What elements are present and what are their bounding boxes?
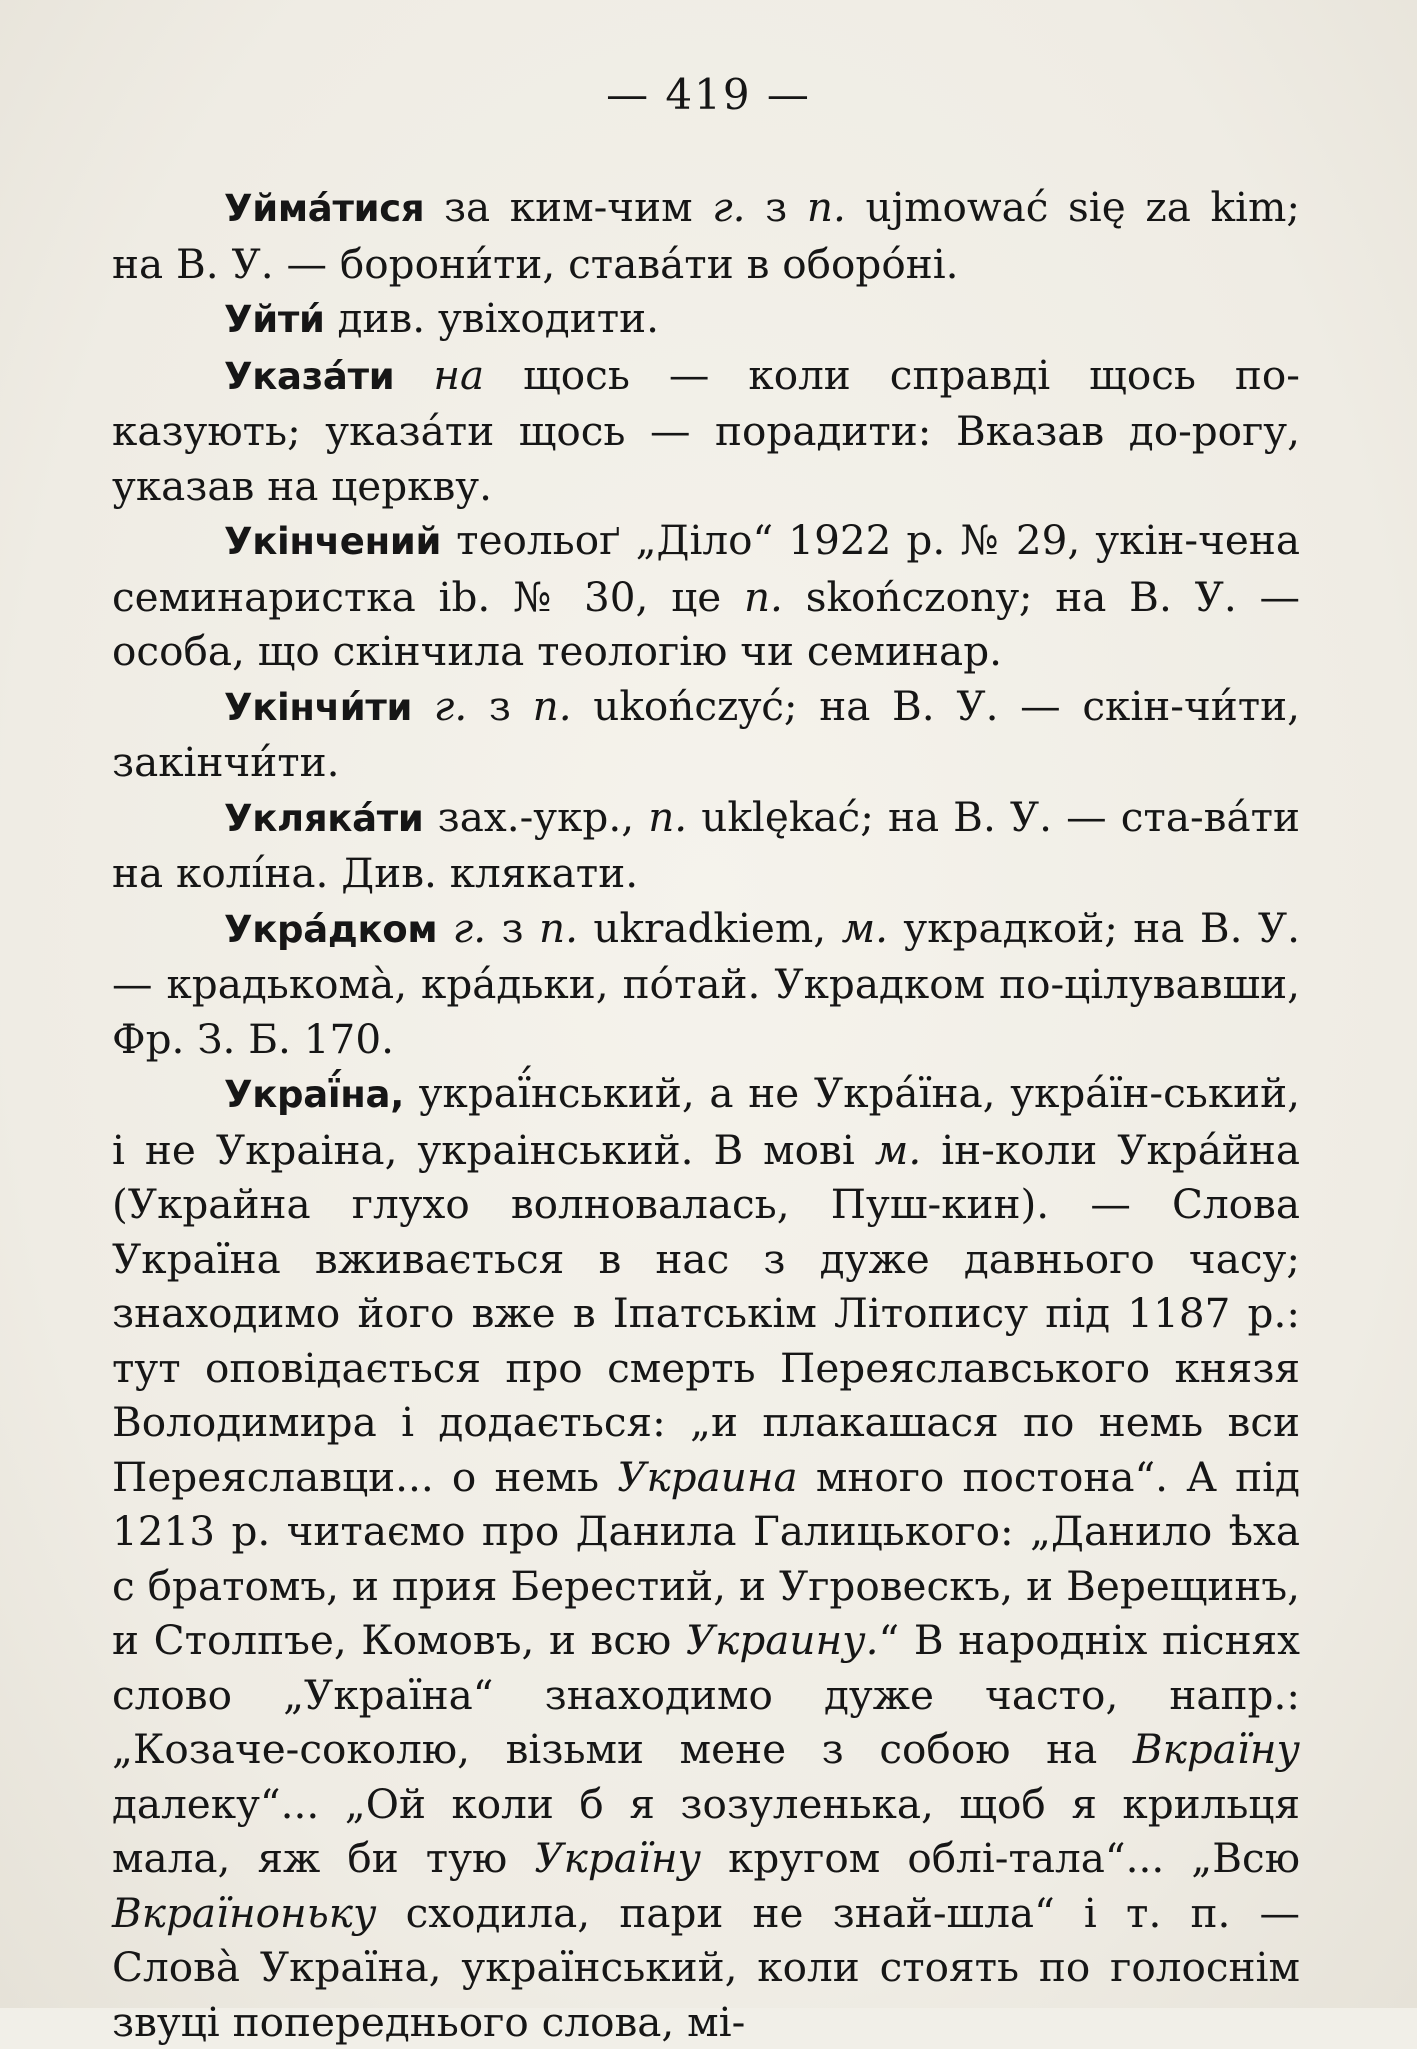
entry-headword: Украї́на, bbox=[224, 1073, 404, 1116]
entry-headword: Укінчи́ти bbox=[224, 685, 413, 729]
entry-headword: Уйти́ bbox=[224, 298, 325, 341]
entry-abbreviation: Украина bbox=[617, 1452, 798, 1501]
dictionary-entry bbox=[112, 513, 1300, 679]
entry-text: ін-коли Укра́йна (Украйна глухо волновалась, Пуш-кин). — Слова Україна вживається в нас з дуже давнього часу; знаходимо його вже в Іпатськім Літопису під 1187 р.: тут оповідається про смерть Переяславського князя Володимира і додається: „и плакашася по немь вси Переяславци... о немь bbox=[112, 1125, 1300, 1501]
entry-text: щось — коли справді щось по-казують; указа́ти щось — порадити: Вказав до-рогу, указав на церкву. bbox=[112, 350, 1300, 510]
entry-abbreviation: г. bbox=[452, 903, 487, 952]
entry-text: “ В народніх піснях слово „Україна“ знаходимо дуже часто, напр.: „Козаче-соколю, візьми мене з собою на bbox=[112, 1616, 1300, 1773]
dictionary-entry bbox=[112, 1066, 1300, 2049]
entry-text: з bbox=[467, 681, 533, 730]
dictionary-text bbox=[112, 180, 1300, 2049]
dictionary-entry bbox=[112, 679, 1300, 790]
entry-abbreviation: п. bbox=[806, 183, 846, 231]
entry-text: з bbox=[486, 903, 539, 952]
entry-text: теольоґ „Діло“ 1922 р. № 29, укін-чена семинаристка ib. № 30, це bbox=[112, 516, 1300, 621]
entry-abbreviation: Вкраїну bbox=[1132, 1725, 1300, 1773]
dictionary-entry bbox=[112, 180, 1300, 291]
entry-abbreviation: Украину. bbox=[685, 1616, 879, 1664]
entry-abbreviation: п. bbox=[648, 792, 688, 841]
entry-text: украї́нський, а не Укра́їна, укра́їн-ський, і не Украіна, украінський. В мові bbox=[112, 1069, 1300, 1174]
entry-abbreviation: г. bbox=[712, 183, 746, 231]
entry-abbreviation: г. bbox=[433, 681, 468, 730]
dictionary-entry bbox=[112, 901, 1300, 1067]
entry-text: див. увіходити. bbox=[337, 294, 659, 342]
dictionary-entry bbox=[112, 790, 1300, 901]
entry-abbreviation: м. bbox=[874, 1125, 922, 1174]
entry-abbreviation: на bbox=[433, 350, 485, 399]
entry-text: ukradkiem, bbox=[577, 903, 842, 952]
entry-abbreviation: п. bbox=[532, 681, 572, 730]
entry-text: з bbox=[745, 183, 807, 231]
entry-headword: Уйма́тися bbox=[224, 187, 425, 230]
entry-text: ujmować się za kim; на В. У. — борони́ти, става́ти в оборо́ні. bbox=[112, 183, 1301, 288]
entry-text: далеку“... „Ой коли б я зозуленька, щоб я крильця мала, яж би тую bbox=[112, 1779, 1300, 1882]
entry-abbreviation: Україну bbox=[534, 1834, 702, 1882]
entry-text: skończony; на В. У. — особа, що скінчила теологію чи семинар. bbox=[112, 572, 1300, 675]
entry-abbreviation: п. bbox=[743, 572, 783, 621]
entry-text: много постона“. А під 1213 р. читаємо про Данила Галицького: „Данило ѣха с братомъ, и прия Берестий, и Угровескъ, и Верещинъ, и Столпъе, Комовъ, и всю bbox=[112, 1452, 1300, 1664]
entry-text: за ким-чим bbox=[443, 183, 713, 231]
entry-text: зах.-укр., bbox=[437, 792, 649, 841]
entry-abbreviation: м. bbox=[841, 903, 889, 952]
entry-text: украдкой; на В. У. — крадькома̀, кра́дьки, по́тай. Украдком по-цілувавши, Фр. З. Б. 170. bbox=[112, 903, 1301, 1063]
entry-abbreviation: п. bbox=[539, 903, 578, 952]
entry-headword: Указа́ти bbox=[224, 354, 395, 398]
entry-headword: Укінчений bbox=[224, 520, 442, 563]
entry-text: кругом облі-тала“... „Всю bbox=[701, 1834, 1300, 1882]
entry-text: ukończyć; на В. У. — скін-чи́ти, закінчи́ти. bbox=[112, 681, 1300, 786]
entry-abbreviation: Вкраїноньку bbox=[112, 1888, 377, 1937]
entry-headword: Укра́дком bbox=[224, 907, 438, 951]
entry-text: сходила, пари не знай-шла“ і т. п. — Слова̀ Україна, український, коли стоять по голоснім звуці попереднього слова, мі- bbox=[112, 1888, 1300, 2046]
entry-headword: Укляка́ти bbox=[224, 796, 424, 840]
entry-text: uklękać; на В. У. — ста-ва́ти на колі́на. Див. клякати. bbox=[112, 792, 1301, 897]
dictionary-entry bbox=[112, 348, 1300, 514]
page-number: — 419 — bbox=[606, 70, 811, 119]
dictionary-entry bbox=[112, 291, 1300, 348]
